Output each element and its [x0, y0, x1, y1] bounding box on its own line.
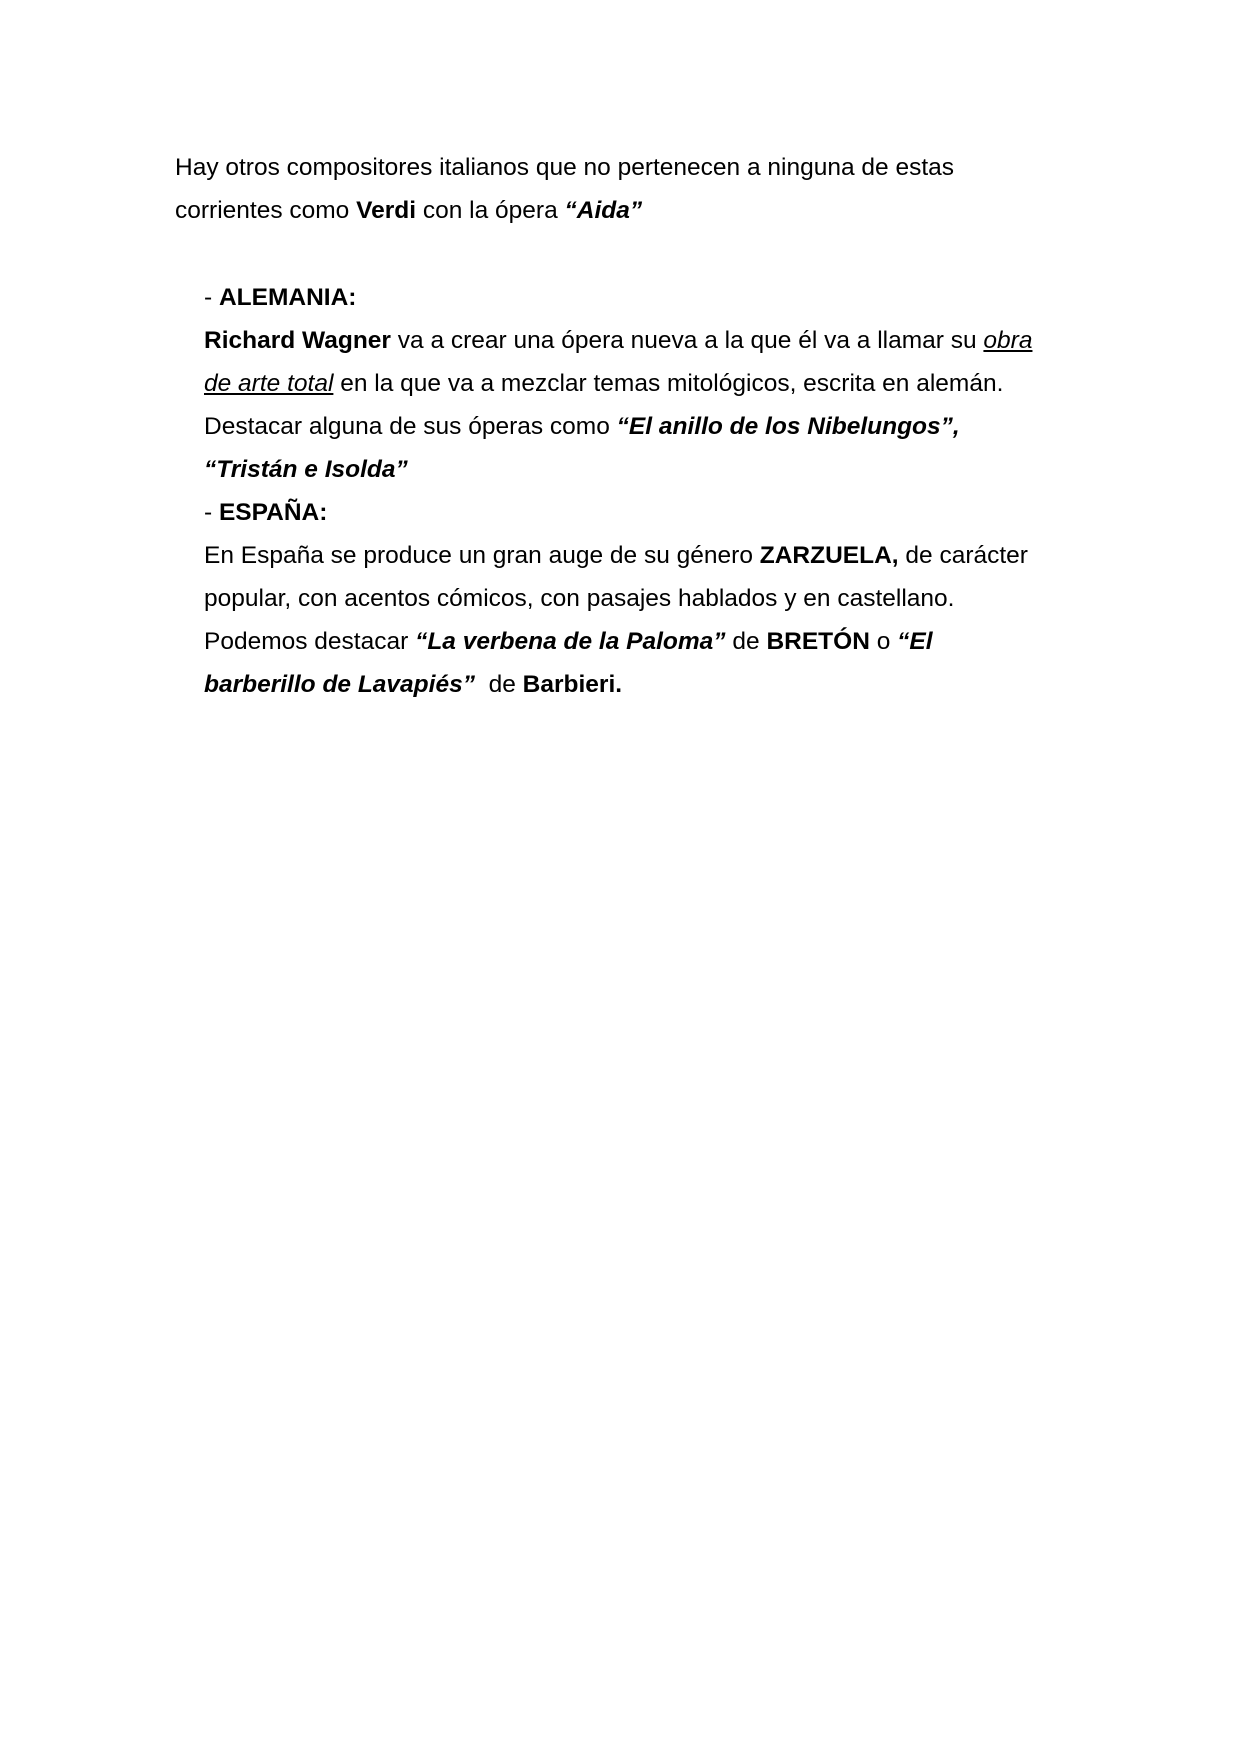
body-text: de: [725, 628, 767, 655]
body-text: de: [474, 671, 523, 698]
list-dash: -: [204, 499, 219, 526]
intro-line-2: [175, 196, 642, 226]
alemania-line-1: [204, 326, 1032, 356]
opera-anillo: “El anillo de los Nibelungos”,: [616, 413, 960, 440]
work-barberillo: barberillo de Lavapiés”: [204, 671, 475, 698]
body-text: o: [869, 628, 898, 655]
composer-verdi: Verdi: [356, 197, 417, 224]
term-obra-de-arte-total: de arte total: [204, 370, 334, 397]
opera-tristan: “Tristán e Isolda”: [204, 456, 408, 483]
intro-text: Hay otros compositores italianos que no pertenecen a ninguna de estas: [175, 154, 955, 181]
heading-text: ESPAÑA:: [218, 499, 328, 526]
alemania-line-4: [204, 455, 408, 485]
work-barberillo: “El: [897, 628, 933, 655]
body-text: Destacar alguna de sus óperas como: [204, 413, 617, 440]
work-verbena: “La verbena de la Paloma”: [415, 628, 726, 655]
espana-line-1: [204, 541, 1028, 571]
alemania-line-3: [204, 412, 960, 442]
genre-zarzuela: ZARZUELA,: [759, 542, 899, 569]
espana-line-2: [204, 584, 954, 614]
intro-text: con la ópera: [416, 197, 565, 224]
term-obra-de-arte-total: obra: [983, 327, 1033, 354]
body-text: Podemos destacar: [204, 628, 416, 655]
composer-wagner: Richard Wagner: [204, 327, 391, 354]
section-heading-espana: [204, 498, 327, 528]
espana-line-3: [204, 627, 933, 657]
composer-breton: BRETÓN: [766, 628, 870, 655]
body-text: popular, con acentos cómicos, con pasajes hablados y en castellano.: [204, 585, 955, 612]
body-text: en la que va a mezclar temas mitológicos, escrita en alemán.: [333, 370, 1004, 397]
body-text: va a crear una ópera nueva a la que él va a llamar su: [390, 327, 984, 354]
intro-line-1: [175, 153, 954, 183]
list-dash: -: [204, 284, 219, 311]
composer-barbieri: Barbieri.: [522, 671, 623, 698]
espana-line-4: [204, 670, 622, 700]
section-heading-alemania: [204, 283, 356, 313]
body-text: En España se produce un gran auge de su género: [204, 542, 760, 569]
alemania-line-2: [204, 369, 1003, 399]
body-text: de carácter: [898, 542, 1028, 569]
intro-text: corrientes como: [175, 197, 357, 224]
heading-text: ALEMANIA:: [218, 284, 357, 311]
opera-aida: “Aida”: [564, 197, 643, 224]
